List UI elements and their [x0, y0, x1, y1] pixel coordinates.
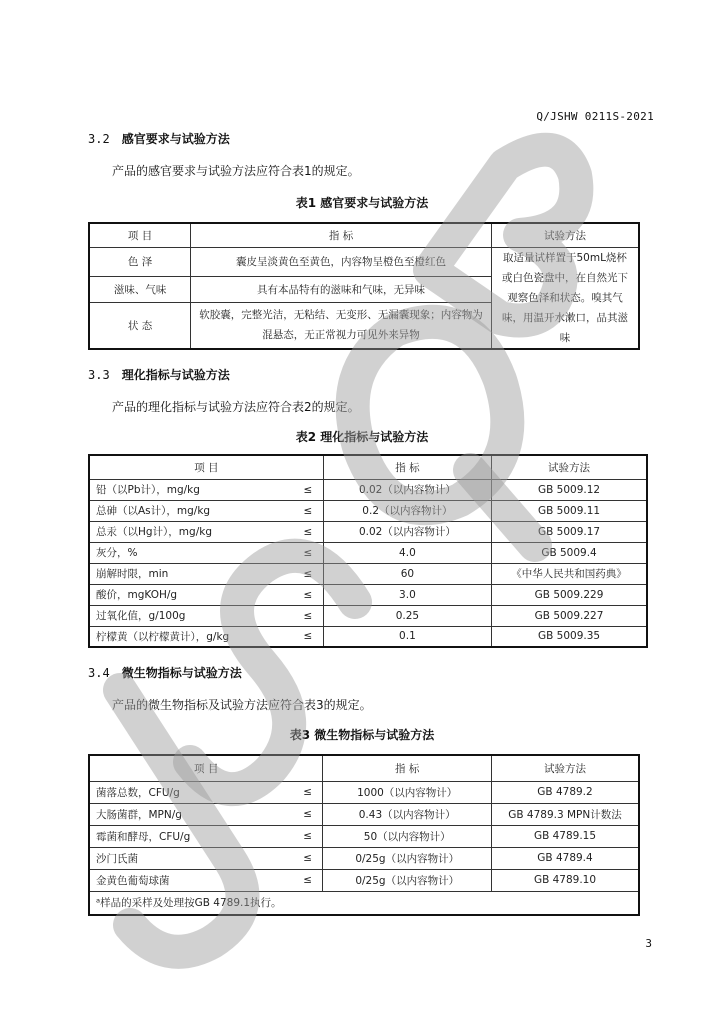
table-row [89, 847, 639, 869]
spec-cell: 具有本品特有的滋味和气味，无异味 [191, 276, 492, 303]
section-3-2-heading [88, 130, 230, 147]
item-cell: 酸价，mgKOH/g [89, 584, 293, 605]
table-header-row [89, 455, 647, 479]
table-2-caption: 表2 理化指标与试验方法 [295, 430, 429, 444]
spec-cell: 软胶囊，完整光洁，无粘结、无变形、无漏囊现象；内容物为混悬态，无正常视力可见外来异物 [191, 303, 492, 349]
spec-cell: 囊皮呈淡黄色至黄色，内容物呈橙色至橙红色 [191, 247, 492, 276]
le-symbol: ≤ [293, 584, 323, 605]
le-symbol: ≤ [293, 847, 323, 869]
value-cell: 0.02（以内容物计） [323, 479, 491, 500]
item-cell: 滋味、气味 [89, 276, 191, 303]
table-1 [88, 222, 640, 350]
value-cell: 50（以内容物计） [323, 825, 492, 847]
item-cell: 总砷（以As计），mg/kg [89, 500, 293, 521]
value-cell: 0.2（以内容物计） [323, 500, 491, 521]
le-symbol: ≤ [293, 500, 323, 521]
value-cell: 3.0 [323, 584, 491, 605]
le-symbol: ≤ [293, 626, 323, 647]
section-title: 微生物指标与试验方法 [121, 666, 242, 680]
le-symbol: ≤ [293, 521, 323, 542]
header-cell: 指 标 [323, 455, 491, 479]
section-3-4-intro: 产品的微生物指标及试验方法应符合表3的规定。 [112, 698, 372, 712]
table-row [89, 803, 639, 825]
le-symbol: ≤ [293, 605, 323, 626]
method-cell: GB 5009.35 [492, 626, 647, 647]
item-cell: 灰分，% [89, 542, 293, 563]
item-cell: 霉菌和酵母，CFU/g [89, 825, 293, 847]
table-row [89, 479, 647, 500]
le-symbol: ≤ [293, 825, 323, 847]
le-symbol: ≤ [293, 781, 323, 803]
value-cell: 0.02（以内容物计） [323, 521, 491, 542]
value-cell: 1000（以内容物计） [323, 781, 492, 803]
method-cell: GB 5009.12 [492, 479, 647, 500]
item-cell: 状 态 [89, 303, 191, 349]
header-cell: 指 标 [191, 223, 492, 247]
table-row [89, 869, 639, 891]
item-cell: 菌落总数，CFU/g [89, 781, 293, 803]
le-symbol: ≤ [293, 563, 323, 584]
item-cell: 色 泽 [89, 247, 191, 276]
table-row [89, 605, 647, 626]
value-cell: 60 [323, 563, 491, 584]
table-row [89, 521, 647, 542]
table-2 [88, 454, 648, 648]
table-row [89, 584, 647, 605]
standard-number: Q/JSHW 0211S-2021 [536, 110, 654, 123]
table-row [89, 542, 647, 563]
method-cell: 《中华人民共和国药典》 [492, 563, 647, 584]
header-cell: 试验方法 [491, 223, 639, 247]
value-cell: 0.43（以内容物计） [323, 803, 492, 825]
table-header-row [89, 755, 639, 781]
method-cell: GB 4789.2 [491, 781, 639, 803]
table-row [89, 626, 647, 647]
section-number: 3.2 [88, 132, 110, 146]
item-cell: 过氧化值，g/100g [89, 605, 293, 626]
section-number: 3.3 [88, 368, 110, 382]
table-header-row [89, 223, 639, 247]
section-3-3-intro: 产品的理化指标与试验方法应符合表2的规定。 [112, 400, 360, 414]
header-cell: 项 目 [89, 755, 323, 781]
item-cell: 金黄色葡萄球菌 [89, 869, 293, 891]
section-3-3-heading [88, 366, 230, 383]
value-cell: 0.25 [323, 605, 491, 626]
value-cell: 4.0 [323, 542, 491, 563]
table-row [89, 825, 639, 847]
table-3-caption: 表3 微生物指标与试验方法 [289, 728, 435, 742]
value-cell: 0/25g（以内容物计） [323, 847, 492, 869]
table-row [89, 247, 639, 276]
value-cell: 0/25g（以内容物计） [323, 869, 492, 891]
method-cell: GB 4789.10 [491, 869, 639, 891]
section-title: 感官要求与试验方法 [121, 132, 230, 146]
item-cell: 总汞（以Hg计），mg/kg [89, 521, 293, 542]
method-cell: GB 4789.15 [491, 825, 639, 847]
table-row [89, 500, 647, 521]
method-cell: GB 5009.11 [492, 500, 647, 521]
header-cell: 项 目 [89, 223, 191, 247]
le-symbol: ≤ [293, 869, 323, 891]
section-number: 3.4 [88, 666, 110, 680]
method-cell: GB 5009.229 [492, 584, 647, 605]
header-cell: 项 目 [89, 455, 323, 479]
item-cell: 柠檬黄（以柠檬黄计），g/kg [89, 626, 293, 647]
method-cell: GB 5009.4 [492, 542, 647, 563]
header-cell: 试验方法 [492, 455, 647, 479]
item-cell: 大肠菌群，MPN/g [89, 803, 293, 825]
table-3 [88, 754, 640, 916]
table-row [89, 563, 647, 584]
table-footnote-row [89, 891, 639, 915]
le-symbol: ≤ [293, 803, 323, 825]
value-cell: 0.1 [323, 626, 491, 647]
section-title: 理化指标与试验方法 [121, 368, 230, 382]
le-symbol: ≤ [293, 542, 323, 563]
method-cell: GB 4789.4 [491, 847, 639, 869]
table-1-caption: 表1 感官要求与试验方法 [295, 196, 429, 210]
item-cell: 铅（以Pb计），mg/kg [89, 479, 293, 500]
method-cell: GB 5009.17 [492, 521, 647, 542]
method-cell: GB 4789.3 MPN计数法 [491, 803, 639, 825]
page-number: 3 [645, 937, 652, 950]
header-cell: 指 标 [323, 755, 492, 781]
method-cell: GB 5009.227 [492, 605, 647, 626]
table-footnote: ᵃ样品的采样及处理按GB 4789.1执行。 [89, 891, 639, 915]
section-3-2-intro: 产品的感官要求与试验方法应符合表1的规定。 [112, 164, 360, 178]
item-cell: 崩解时限，min [89, 563, 293, 584]
item-cell: 沙门氏菌 [89, 847, 293, 869]
method-cell: 取适量试样置于50mL烧杯或白色瓷盘中，在自然光下观察色泽和状态。嗅其气味，用温开水漱口，品其滋味 [491, 247, 639, 349]
le-symbol: ≤ [293, 479, 323, 500]
table-row [89, 781, 639, 803]
section-3-4-heading [88, 664, 242, 681]
header-cell: 试验方法 [491, 755, 639, 781]
